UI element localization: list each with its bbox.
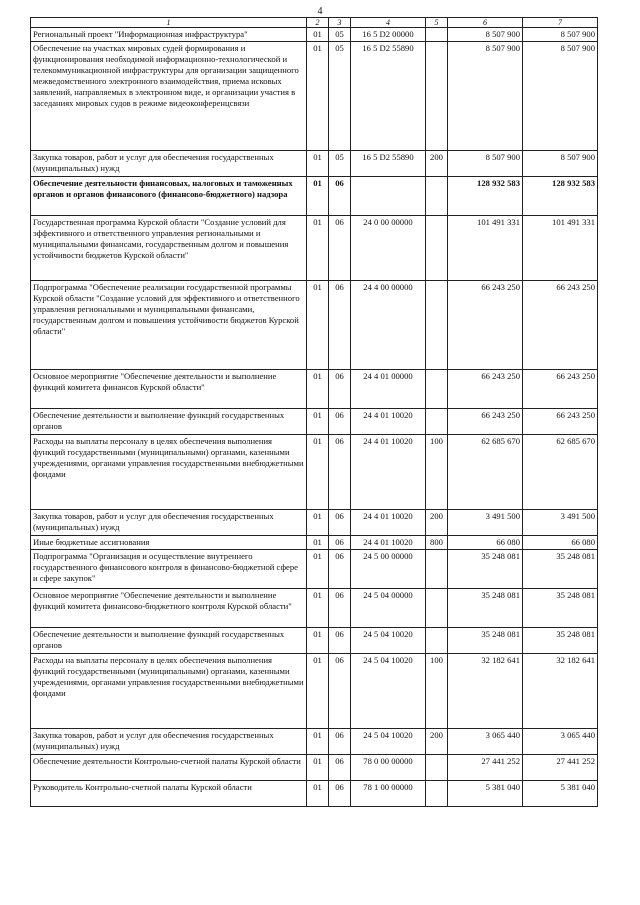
row-amount-year2: 8 507 900 — [523, 28, 598, 42]
table-row — [31, 151, 598, 177]
row-description: Закупка товаров, работ и услуг для обеспечения государственных (муниципальных) нужд — [31, 151, 307, 177]
row-amount-year1: 35 248 081 — [448, 550, 523, 589]
row-subsection-code: 06 — [329, 435, 351, 510]
row-description: Закупка товаров, работ и услуг для обеспечения государственных (муниципальных) нужд — [31, 510, 307, 536]
row-section-code: 01 — [307, 628, 329, 654]
row-expense-type — [426, 781, 448, 807]
row-expense-type — [426, 755, 448, 781]
row-expense-type — [426, 216, 448, 281]
row-subsection-code: 06 — [329, 281, 351, 370]
table-row — [31, 28, 598, 42]
table-row — [31, 654, 598, 729]
row-target-article: 24 5 04 00000 — [351, 589, 426, 628]
col-header-6: 6 — [448, 18, 523, 28]
row-amount-year1: 66 243 250 — [448, 281, 523, 370]
row-target-article: 16 5 D2 00000 — [351, 28, 426, 42]
row-section-code: 01 — [307, 781, 329, 807]
row-amount-year1: 5 381 040 — [448, 781, 523, 807]
row-expense-type — [426, 550, 448, 589]
row-expense-type — [426, 628, 448, 654]
row-amount-year2: 66 243 250 — [523, 409, 598, 435]
row-subsection-code: 05 — [329, 28, 351, 42]
row-description: Обеспечение на участках мировых судей формирования и функционирования необходимой информационно-технологической и телекоммуникационной инфраструктуры для организации защищенного межведомственного электронного взаимодействия, приема исковых заявлений, направляемых в электронном виде, и организации участия в заседаниях мировых судов в режиме видеоконференцсвязи — [31, 42, 307, 151]
row-description: Иные бюджетные ассигнования — [31, 536, 307, 550]
row-amount-year2: 35 248 081 — [523, 628, 598, 654]
row-amount-year2: 66 080 — [523, 536, 598, 550]
table-row — [31, 536, 598, 550]
row-section-code: 01 — [307, 409, 329, 435]
page-number: 4 — [317, 6, 323, 17]
row-amount-year1: 35 248 081 — [448, 628, 523, 654]
row-amount-year2: 128 932 583 — [523, 177, 598, 216]
table-row — [31, 729, 598, 755]
table-row — [31, 755, 598, 781]
row-expense-type — [426, 281, 448, 370]
row-subsection-code: 06 — [329, 755, 351, 781]
table-row — [31, 781, 598, 807]
row-section-code: 01 — [307, 370, 329, 409]
row-expense-type — [426, 409, 448, 435]
row-target-article: 16 5 D2 55890 — [351, 42, 426, 151]
row-target-article — [351, 177, 426, 216]
col-header-4: 4 — [351, 18, 426, 28]
row-amount-year2: 5 381 040 — [523, 781, 598, 807]
row-amount-year1: 8 507 900 — [448, 42, 523, 151]
row-target-article: 24 5 04 10020 — [351, 729, 426, 755]
row-section-code: 01 — [307, 589, 329, 628]
row-description: Обеспечение деятельности Контрольно-счетной палаты Курской области — [31, 755, 307, 781]
table-row — [31, 550, 598, 589]
row-target-article: 24 5 04 10020 — [351, 628, 426, 654]
row-amount-year1: 35 248 081 — [448, 589, 523, 628]
row-subsection-code: 06 — [329, 781, 351, 807]
row-target-article: 16 5 D2 55890 — [351, 151, 426, 177]
row-amount-year2: 35 248 081 — [523, 550, 598, 589]
row-section-code: 01 — [307, 550, 329, 589]
budget-table — [30, 17, 598, 807]
row-amount-year1: 66 243 250 — [448, 370, 523, 409]
col-header-2: 2 — [307, 18, 329, 28]
row-expense-type: 100 — [426, 435, 448, 510]
row-amount-year1: 3 491 500 — [448, 510, 523, 536]
row-target-article: 24 5 00 00000 — [351, 550, 426, 589]
row-expense-type — [426, 589, 448, 628]
table-row — [31, 42, 598, 151]
row-subsection-code: 05 — [329, 151, 351, 177]
col-header-7: 7 — [523, 18, 598, 28]
row-target-article: 24 4 01 10020 — [351, 510, 426, 536]
row-amount-year1: 66 243 250 — [448, 409, 523, 435]
table-row — [31, 409, 598, 435]
row-expense-type — [426, 42, 448, 151]
row-target-article: 24 4 00 00000 — [351, 281, 426, 370]
row-amount-year1: 8 507 900 — [448, 151, 523, 177]
row-subsection-code: 06 — [329, 628, 351, 654]
row-expense-type: 200 — [426, 510, 448, 536]
header-row — [31, 18, 598, 28]
col-header-1: 1 — [31, 18, 307, 28]
table-row — [31, 281, 598, 370]
table-row — [31, 216, 598, 281]
row-expense-type: 200 — [426, 729, 448, 755]
table-row — [31, 510, 598, 536]
row-expense-type — [426, 177, 448, 216]
row-section-code: 01 — [307, 435, 329, 510]
row-amount-year2: 62 685 670 — [523, 435, 598, 510]
row-description: Обеспечение деятельности и выполнение функций государственных органов — [31, 409, 307, 435]
row-amount-year2: 66 243 250 — [523, 370, 598, 409]
table-row — [31, 435, 598, 510]
row-subsection-code: 06 — [329, 409, 351, 435]
row-amount-year1: 3 065 440 — [448, 729, 523, 755]
row-description: Государственная программа Курской области "Создание условий для эффективного и ответственного управления региональными и муниципальными финансами, государственным долгом и повышения устойчивости бюджетов Курской области" — [31, 216, 307, 281]
row-target-article: 24 5 04 10020 — [351, 654, 426, 729]
row-description: Подпрограмма "Обеспечение реализации государственной программы Курской области "Создание условий для эффективного и ответственного управления региональными и муниципальными финансами, государственным долгом и повышения устойчивости бюджетов Курской области" — [31, 281, 307, 370]
row-target-article: 78 1 00 00000 — [351, 781, 426, 807]
row-description: Основное мероприятие "Обеспечение деятельности и выполнение функций комитета финансово-бюджетного контроля Курской области" — [31, 589, 307, 628]
row-section-code: 01 — [307, 42, 329, 151]
row-expense-type — [426, 370, 448, 409]
row-amount-year1: 66 080 — [448, 536, 523, 550]
table-row — [31, 177, 598, 216]
col-header-3: 3 — [329, 18, 351, 28]
row-section-code: 01 — [307, 216, 329, 281]
row-section-code: 01 — [307, 510, 329, 536]
row-amount-year2: 3 065 440 — [523, 729, 598, 755]
row-expense-type: 200 — [426, 151, 448, 177]
row-section-code: 01 — [307, 536, 329, 550]
table-row — [31, 589, 598, 628]
col-header-5: 5 — [426, 18, 448, 28]
row-target-article: 24 4 01 10020 — [351, 435, 426, 510]
row-target-article: 24 4 01 10020 — [351, 409, 426, 435]
row-section-code: 01 — [307, 654, 329, 729]
row-subsection-code: 06 — [329, 177, 351, 216]
table-row — [31, 628, 598, 654]
row-section-code: 01 — [307, 177, 329, 216]
row-subsection-code: 06 — [329, 589, 351, 628]
row-amount-year2: 27 441 252 — [523, 755, 598, 781]
row-expense-type — [426, 28, 448, 42]
table-row — [31, 370, 598, 409]
row-subsection-code: 06 — [329, 370, 351, 409]
row-amount-year1: 101 491 331 — [448, 216, 523, 281]
row-amount-year1: 128 932 583 — [448, 177, 523, 216]
row-amount-year1: 62 685 670 — [448, 435, 523, 510]
row-amount-year2: 8 507 900 — [523, 151, 598, 177]
row-description: Региональный проект "Информационная инфраструктура" — [31, 28, 307, 42]
row-target-article: 78 0 00 00000 — [351, 755, 426, 781]
row-section-code: 01 — [307, 28, 329, 42]
row-amount-year2: 66 243 250 — [523, 281, 598, 370]
row-description: Основное мероприятие "Обеспечение деятельности и выполнение функций комитета финансов Курской области" — [31, 370, 307, 409]
row-description: Закупка товаров, работ и услуг для обеспечения государственных (муниципальных) нужд — [31, 729, 307, 755]
row-amount-year2: 32 182 641 — [523, 654, 598, 729]
row-description: Расходы на выплаты персоналу в целях обеспечения выполнения функций государственными (муниципальными) органами, казенными учреждениями, органами управления государственными внебюджетными фондами — [31, 435, 307, 510]
row-subsection-code: 06 — [329, 729, 351, 755]
row-section-code: 01 — [307, 281, 329, 370]
row-description: Подпрограмма "Организация и осуществление внутреннего государственного финансового контроля в финансово-бюджетной сфере и сфере закупок" — [31, 550, 307, 589]
row-amount-year1: 27 441 252 — [448, 755, 523, 781]
row-section-code: 01 — [307, 755, 329, 781]
row-description: Обеспечение деятельности финансовых, налоговых и таможенных органов и органов финансового (финансово-бюджетного) надзора — [31, 177, 307, 216]
row-amount-year1: 8 507 900 — [448, 28, 523, 42]
row-description: Руководитель Контрольно-счетной палаты Курской области — [31, 781, 307, 807]
row-expense-type: 800 — [426, 536, 448, 550]
row-subsection-code: 06 — [329, 510, 351, 536]
row-amount-year2: 3 491 500 — [523, 510, 598, 536]
row-section-code: 01 — [307, 151, 329, 177]
row-amount-year2: 101 491 331 — [523, 216, 598, 281]
row-target-article: 24 4 01 00000 — [351, 370, 426, 409]
row-subsection-code: 05 — [329, 42, 351, 151]
row-amount-year2: 35 248 081 — [523, 589, 598, 628]
row-target-article: 24 4 01 10020 — [351, 536, 426, 550]
row-description: Обеспечение деятельности и выполнение функций государственных органов — [31, 628, 307, 654]
row-description: Расходы на выплаты персоналу в целях обеспечения выполнения функций государственными (муниципальными) органами, казенными учреждениями, органами управления государственными внебюджетными фондами — [31, 654, 307, 729]
row-target-article: 24 0 00 00000 — [351, 216, 426, 281]
row-subsection-code: 06 — [329, 550, 351, 589]
row-subsection-code: 06 — [329, 216, 351, 281]
row-amount-year1: 32 182 641 — [448, 654, 523, 729]
row-section-code: 01 — [307, 729, 329, 755]
row-amount-year2: 8 507 900 — [523, 42, 598, 151]
row-subsection-code: 06 — [329, 654, 351, 729]
row-subsection-code: 06 — [329, 536, 351, 550]
row-expense-type: 100 — [426, 654, 448, 729]
